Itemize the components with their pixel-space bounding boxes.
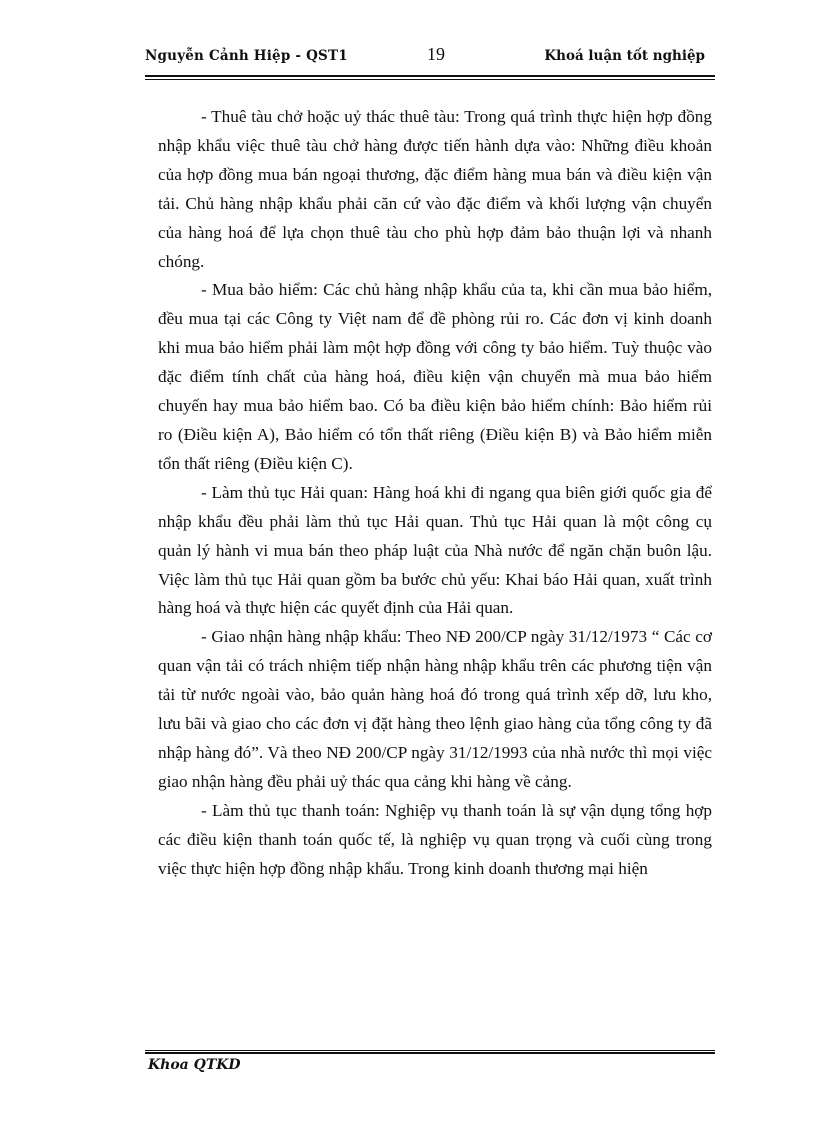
header-rule-thick (145, 75, 715, 77)
paragraph-customs: - Làm thủ tục Hải quan: Hàng hoá khi đi ngang qua biên giới quốc gia để nhập khẩu đều phải làm thủ tục Hải quan. Thủ tục Hải quan là một công cụ quản lý hành vi mua bán theo pháp luật của Nhà nước để ngăn chặn buôn lậu. Việc làm thủ tục Hải quan gồm ba bước chủ yếu: Khai báo Hải quan, xuất trình hàng hoá và thực hiện các quyết định của Hải quan. (158, 482, 712, 618)
paragraph-delivery: - Giao nhận hàng nhập khẩu: Theo NĐ 200/CP ngày 31/12/1973 “ Các cơ quan vận tải có trách nhiệm tiếp nhận hàng nhập khẩu trên các phương tiện vận tải từ nước ngoài vào, bảo quản hàng hoá đó trong quá trình xếp dỡ, lưu kho, lưu bãi và giao cho các đơn vị đặt hàng theo lệnh giao hàng của tổng công ty đã nhập hàng đó”. Và theo NĐ 200/CP ngày 31/12/1993 của nhà nước thì mọi việc giao nhận hàng đều phải uỷ thác qua cảng khi hàng về cảng. (158, 627, 712, 791)
body-text (158, 103, 712, 883)
footer-rule-thin (145, 1050, 715, 1051)
page-header (145, 44, 715, 74)
page-number: 19 (427, 44, 445, 64)
footer-rule-thick (145, 1052, 715, 1054)
paragraph-payment: - Làm thủ tục thanh toán: Nghiệp vụ thanh toán là sự vận dụng tổng hợp các điều kiện thanh toán quốc tế, là nghiệp vụ quan trọng và cuối cùng trong việc thực hiện hợp đồng nhập khẩu. Trong kinh doanh thương mại hiện (158, 800, 712, 878)
header-rule-thin (145, 79, 715, 80)
header-title: Khoá luận tốt nghiệp (544, 48, 705, 64)
paragraph-insurance: - Mua bảo hiểm: Các chủ hàng nhập khẩu của ta, khi cần mua bảo hiểm, đều mua tại các Công ty Việt nam để đề phòng rủi ro. Các đơn vị kinh doanh khi mua bảo hiểm phải làm một hợp đồng với công ty bảo hiểm. Tuỳ thuộc vào đặc điểm tính chất của hàng hoá, điều kiện vận chuyển mà mua bảo hiểm chuyến hay mua bảo hiểm bao. Có ba điều kiện bảo hiểm chính: Bảo hiểm rủi ro (Điều kiện A), Bảo hiểm có tổn thất riêng (Điều kiện B) và Bảo hiểm miễn tổn thất riêng (Điều kiện C). (158, 280, 712, 473)
page-footer: Khoa QTKD (148, 1057, 241, 1073)
footer-rule (145, 1050, 715, 1055)
header-rule (145, 75, 715, 80)
paragraph-ship-chartering: - Thuê tàu chở hoặc uỷ thác thuê tàu: Trong quá trình thực hiện hợp đồng nhập khẩu việc thuê tàu chở hàng được tiến hành dựa vào: Những điều khoản của hợp đồng mua bán ngoại thương, đặc điểm hàng mua bán và điều kiện vận tải. Chủ hàng nhập khẩu phải căn cứ vào đặc điểm và khối lượng vận chuyển của hàng hoá để lựa chọn thuê tàu cho phù hợp đảm bảo thuận lợi và nhanh chóng. (158, 107, 712, 271)
header-author: Nguyễn Cảnh Hiệp - QST1 (145, 48, 348, 64)
